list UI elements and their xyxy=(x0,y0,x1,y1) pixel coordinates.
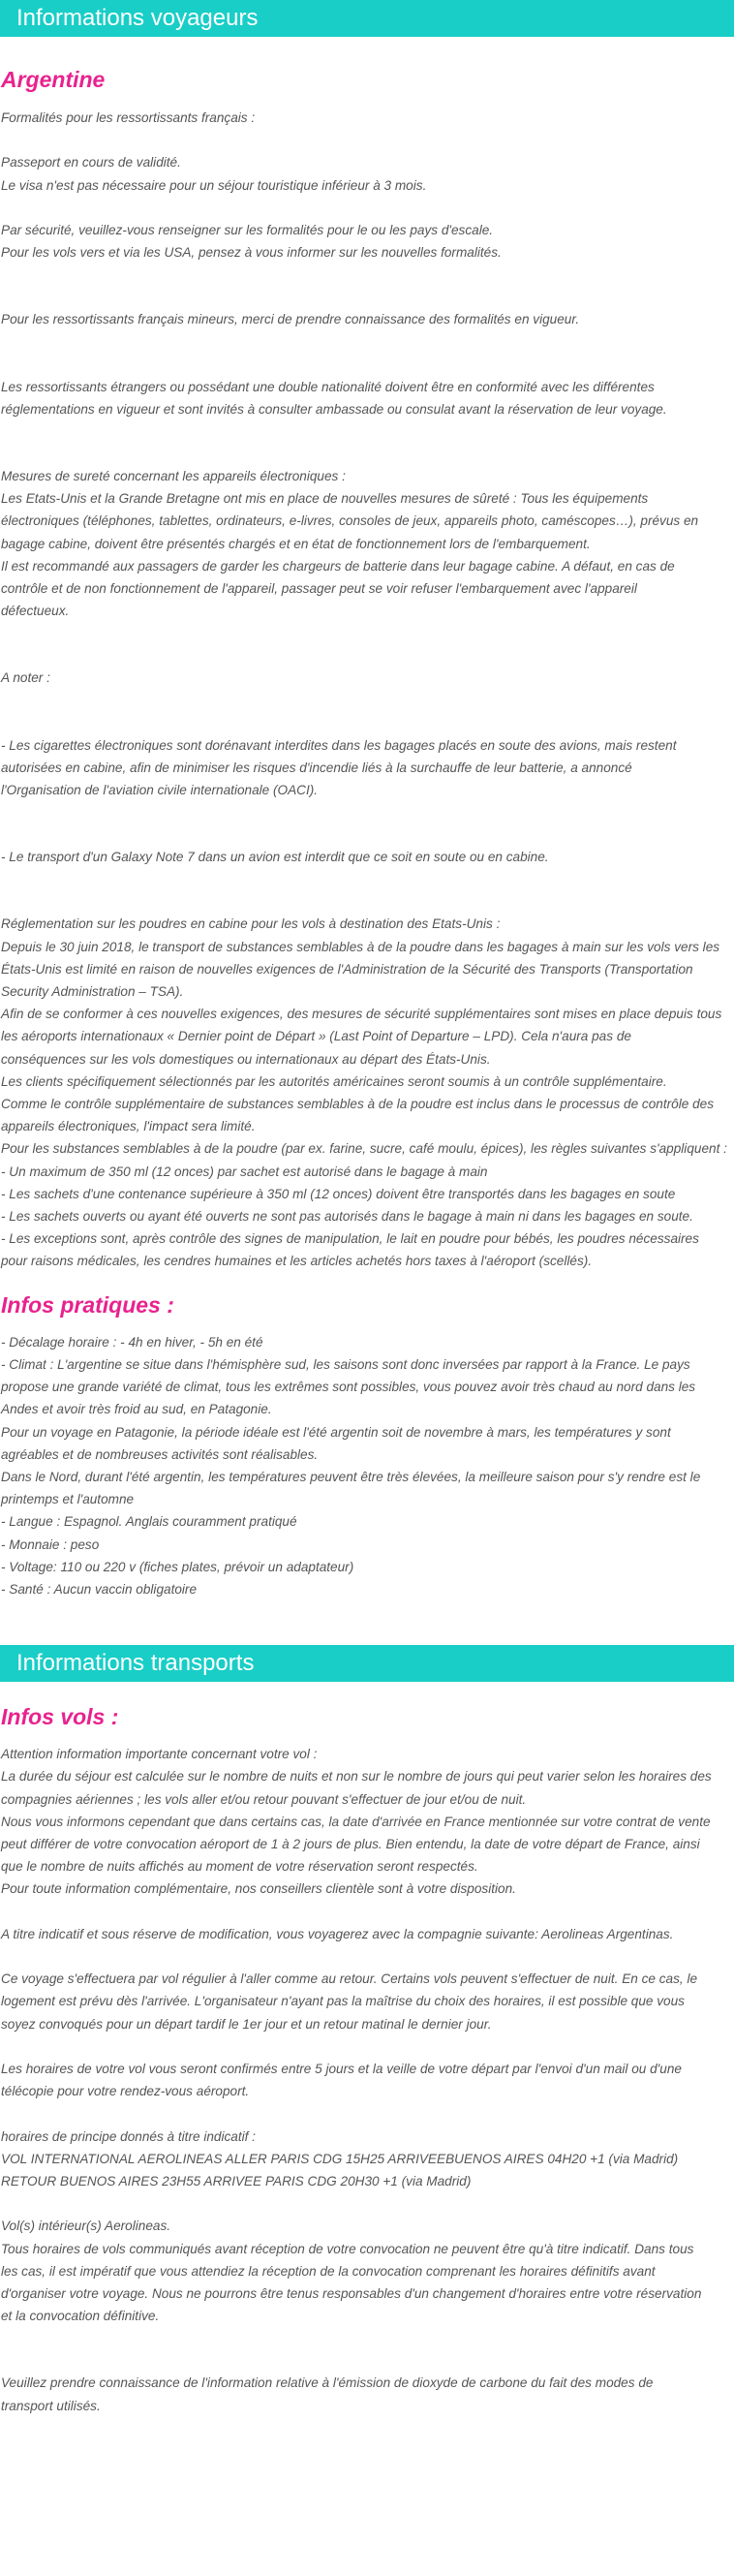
cigarettes-block xyxy=(0,734,734,802)
poudres-line: appareils électroniques, l'impact sera limité. xyxy=(1,1119,256,1134)
regulier-line: logement est prévu dès l'arrivée. L'organisateur n'ayant pas la maîtrise du choix des horaires, il est possible que vous xyxy=(1,1994,685,2009)
interieurs-line: les cas, il est impératif que vous attendiez la réception de la convocation comprenant les horaires définitifs avant xyxy=(1,2263,656,2279)
poudres-line: - Un maximum de 350 ml (12 onces) par sachet est autorisé dans le bagage à main xyxy=(1,1164,488,1179)
passport-line: Passeport en cours de validité. xyxy=(1,155,181,171)
co2-block xyxy=(0,2372,734,2416)
section-bar-transports: Informations transports xyxy=(0,1645,734,1682)
attention-line: La durée du séjour est calculée sur le nombre de nuits et non sur le nombre de jours qui peut varier selon les horaires des xyxy=(1,1769,712,1785)
interieurs-line: Vol(s) intérieur(s) Aerolineas. xyxy=(1,2219,171,2234)
poudres-line: pour raisons médicales, les cendres humaines et les articles achetés hors taxes à l'aéroport (scellés). xyxy=(1,1254,593,1269)
poudres-line: Security Administration – TSA). xyxy=(1,984,184,1000)
compagnie-line: A titre indicatif et sous réserve de modification, vous voyagerez avec la compagnie suivante: Aerolineas Argentinas. xyxy=(1,1926,674,1941)
attention-line: Pour toute information complémentaire, nos conseillers clientèle sont à votre disposition. xyxy=(1,1881,516,1897)
poudres-line: Les clients spécifiquement sélectionnés par les autorités américaines seront soumis à un contrôle supplémentaire. xyxy=(1,1073,667,1089)
formalites-intro: Formalités pour les ressortissants français : xyxy=(1,110,256,125)
appareils-line: défectueux. xyxy=(1,604,70,619)
attention-line: Attention information importante concernant votre vol : xyxy=(1,1747,318,1762)
appareils-line: bagage cabine, doivent être présentés chargés et en état de fonctionnement lors de l'embarquement. xyxy=(1,536,591,551)
co2-line: Veuillez prendre connaissance de l'information relative à l'émission de dioxyde de carbone du fait des modes de xyxy=(1,2375,654,2391)
poudres-line: États-Unis est limité en raison de nouvelles exigences de l'Administration de la Sécurité des Transports (Transportation xyxy=(1,961,693,977)
horaires-line: VOL INTERNATIONAL AEROLINEAS ALLER PARIS CDG 15H25 ARRIVEEBUENOS AIRES 04H20 +1 (via Madrid) xyxy=(1,2151,679,2166)
mineurs-line: Pour les ressortissants français mineurs, merci de prendre connaissance des formalités en vigueur. xyxy=(1,312,580,327)
pratiques-line: - Santé : Aucun vaccin obligatoire xyxy=(1,1581,198,1597)
pratiques-line: - Décalage horaire : - 4h en hiver, - 5h en été xyxy=(1,1334,263,1350)
appareils-block xyxy=(0,465,734,622)
interieurs-line: et la convocation définitive. xyxy=(1,2309,160,2324)
pratiques-line: Pour un voyage en Patagonie, la période idéale est l'été argentin soit de novembre à mars, les températures y sont xyxy=(1,1424,671,1440)
attention-line: Nous vous informons cependant que dans certains cas, la date d'arrivée en France mentionnée sur votre contrat de vente xyxy=(1,1814,711,1829)
appareils-line: électroniques (téléphones, tablettes, ordinateurs, e-livres, consoles de jeux, appareils photo, caméscopes…), prévus en xyxy=(1,513,699,529)
poudres-line: les aéroports internationaux « Dernier point de Départ » (Last Point of Departure – LPD). Cela n'aura pas de xyxy=(1,1029,631,1044)
mineurs-block xyxy=(0,308,734,330)
attention-line: peut différer de votre convocation aéroport de 1 à 2 jours de plus. Bien entendu, la date de votre départ de France, ainsi xyxy=(1,1836,700,1851)
galaxy-block xyxy=(0,846,734,868)
usa-line: Pour les vols vers et via les USA, pensez à vous informer sur les nouvelles formalités. xyxy=(1,245,502,261)
cigarettes-line: autorisées en cabine, afin de minimiser les risques d'incendie liés à la surchauffe de leur batterie, a annoncé xyxy=(1,760,632,775)
pratiques-line: - Voltage: 110 ou 220 v (fiches plates, prévoir un adaptateur) xyxy=(1,1559,354,1574)
attention-line: que le nombre de nuits affichés au moment de votre réservation seront respectés. xyxy=(1,1859,478,1875)
poudres-line: Pour les substances semblables à de la poudre (par ex. farine, sucre, café moulu, épices), les règles suivantes s'appliquent : xyxy=(1,1141,727,1157)
country-heading: Argentine xyxy=(1,67,106,92)
poudres-line: Afin de se conformer à ces nouvelles exigences, des mesures de sécurité supplémentaires sont mises en place depuis tous xyxy=(1,1007,722,1022)
poudres-line: - Les sachets ouverts ou ayant été ouverts ne sont pas autorisés dans le bagage à main ni dans les bagages en soute. xyxy=(1,1209,693,1225)
regulier-line: soyez convoqués pour un départ tardif le 1er jour et un retour matinal le dernier jour. xyxy=(1,2016,492,2032)
pratiques-line: - Monnaie : peso xyxy=(1,1536,100,1552)
co2-line: transport utilisés. xyxy=(1,2398,101,2413)
etrangers-line: réglementations en vigueur et sont invités à consulter ambassade ou consulat avant la réservation de leur voyage. xyxy=(1,401,667,417)
regulier-line: Ce voyage s'effectuera par vol régulier à l'aller comme au retour. Certains vols peuvent s'effectuer de nuit. En ce cas, le xyxy=(1,1971,698,1987)
confirmes-line: Les horaires de votre vol vous seront confirmés entre 5 jours et la veille de votre départ par l'envoi d'un mail ou d'une xyxy=(1,2061,682,2076)
appareils-line: Les Etats-Unis et la Grande Bretagne ont mis en place de nouvelles mesures de sûreté : Tous les équipements xyxy=(1,491,649,507)
securite-line: Par sécurité, veuillez-vous renseigner sur les formalités pour le ou les pays d'escale. xyxy=(1,222,494,237)
appareils-line: Il est recommandé aux passagers de garder les chargeurs de batterie dans leur bagage cabine. A défaut, en cas de xyxy=(1,558,675,574)
etrangers-block xyxy=(0,376,734,420)
poudres-line: Comme le contrôle supplémentaire de substances semblables à de la poudre est inclus dans le processus de contrôle des xyxy=(1,1097,714,1112)
a-noter-line: A noter : xyxy=(1,670,50,686)
poudres-line: - Les exceptions sont, après contrôle des signes de manipulation, le lait en poudre pour bébés, les poudres nécessaires xyxy=(1,1231,699,1247)
poudres-line: conséquences sur les vols domestiques ou internationaux au départ des États-Unis. xyxy=(1,1051,491,1067)
pratiques-line: agréables et de nombreuses activités sont réalisables. xyxy=(1,1446,319,1462)
pratiques-line: printemps et l'automne xyxy=(1,1492,135,1507)
pratiques-line: propose une grande variété de climat, tous les extrêmes sont possibles, vous pouvez avoir très chaud au nord dans les xyxy=(1,1380,696,1395)
infos-pratiques-heading: Infos pratiques : xyxy=(1,1291,174,1318)
section-bar-voyageurs: Informations voyageurs xyxy=(0,0,734,37)
pratiques-line: - Langue : Espagnol. Anglais couramment pratiqué xyxy=(1,1514,297,1530)
horaires-line: horaires de principe donnés à titre indicatif : xyxy=(1,2128,256,2144)
interieurs-line: Tous horaires de vols communiqués avant réception de votre convocation ne peuvent être qu'à titre indicatif. Dans tous xyxy=(1,2241,694,2256)
horaires-line: RETOUR BUENOS AIRES 23H55 ARRIVEE PARIS CDG 20H30 +1 (via Madrid) xyxy=(1,2173,472,2188)
pratiques-block xyxy=(0,1331,734,1600)
poudres-line: - Les sachets d'une contenance supérieure à 350 ml (12 onces) doivent être transportés dans les bagages en soute xyxy=(1,1186,676,1201)
appareils-line: contrôle et de non fonctionnement de l'appareil, passager peut se voir refuser l'embarquement avec l'appareil xyxy=(1,581,637,597)
pratiques-line: Dans le Nord, durant l'été argentin, les températures peuvent être très élevées, la meilleure saison pour s'y rendre est le xyxy=(1,1469,701,1484)
attention-line: compagnies aériennes ; les vols aller et/ou retour pouvant s'effectuer de jour et/ou de nuit. xyxy=(1,1791,527,1807)
cigarettes-line: l'Organisation de l'aviation civile internationale (OACI). xyxy=(1,783,319,798)
formalites-block xyxy=(0,107,734,264)
interieurs-line: d'organiser votre voyage. Nous ne pourrons être tenus responsables d'un changement d'horaires entre votre réservation xyxy=(1,2285,702,2301)
pratiques-line: Andes et avoir très froid au sud, en Patagonie. xyxy=(1,1402,272,1417)
appareils-line: Mesures de sureté concernant les appareils électroniques : xyxy=(1,469,346,483)
poudres-line: Depuis le 30 juin 2018, le transport de substances semblables à de la poudre dans les bagages à main sur les vols vers les xyxy=(1,939,720,954)
pratiques-line: - Climat : L'argentine se situe dans l'hémisphère sud, les saisons sont donc inversées par rapport à la France. Le pays xyxy=(1,1356,690,1372)
cigarettes-line: - Les cigarettes électroniques sont dorénavant interdites dans les bagages placés en soute des avions, mais restent xyxy=(1,737,677,753)
poudres-line: Réglementation sur les poudres en cabine pour les vols à destination des Etats-Unis : xyxy=(1,916,501,932)
attention-block xyxy=(0,1743,734,2327)
confirmes-line: télécopie pour votre rendez-vous aéroport. xyxy=(1,2084,250,2099)
infos-vols-heading: Infos vols : xyxy=(1,1704,119,1730)
etrangers-line: Les ressortissants étrangers ou possédant une double nationalité doivent être en conformité avec les différentes xyxy=(1,379,655,394)
poudres-block xyxy=(0,913,734,1272)
visa-line: Le visa n'est pas nécessaire pour un séjour touristique inférieur à 3 mois. xyxy=(1,177,427,193)
galaxy-line: - Le transport d'un Galaxy Note 7 dans un avion est interdit que ce soit en soute ou en cabine. xyxy=(1,850,549,865)
a-noter-block xyxy=(0,667,734,689)
